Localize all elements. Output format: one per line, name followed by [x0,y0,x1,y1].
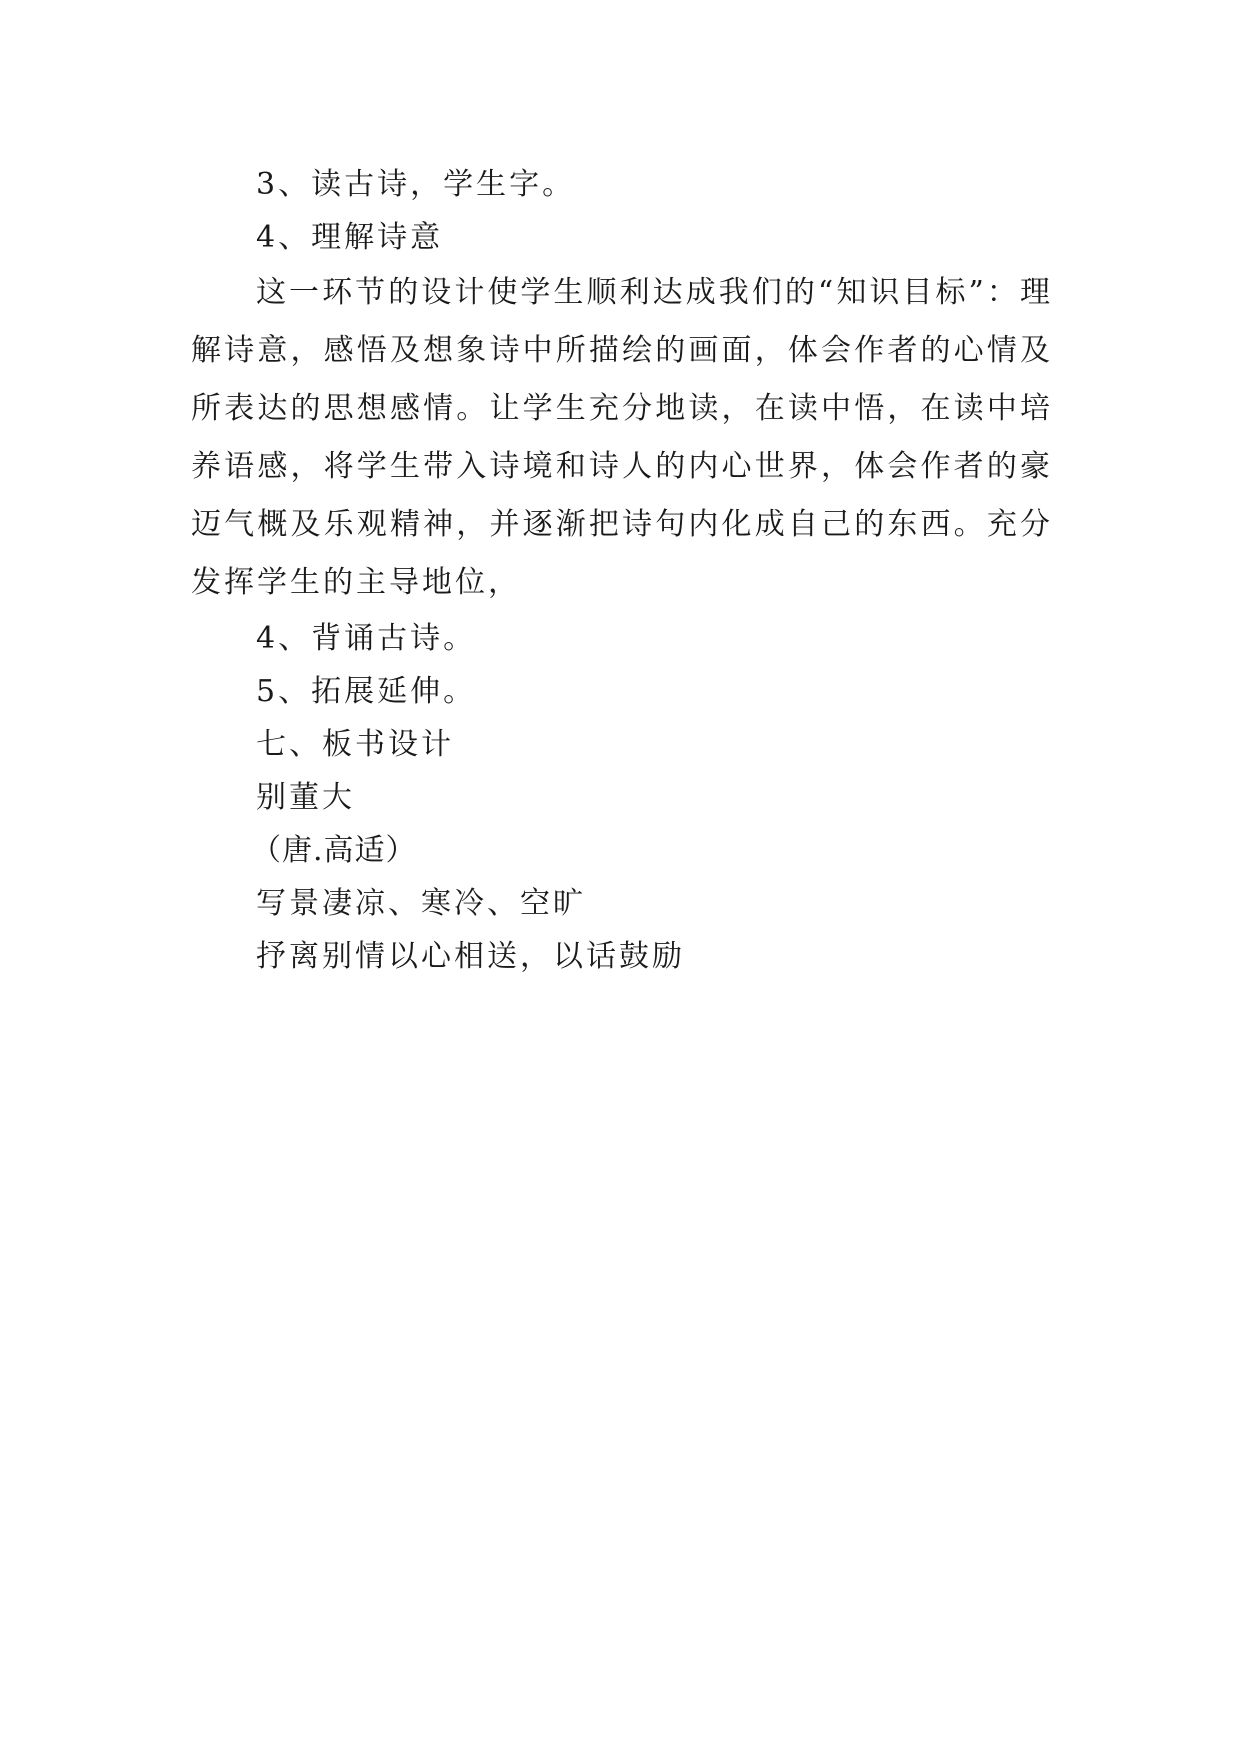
step-recite-poem: 4、背诵古诗。 [256,621,477,656]
design-paragraph: 这一环节的设计使学生顺利达成我们的“知识目标”：理解诗意，感悟及想象诗中所描绘的画面，体会作者的心情及所表达的思想感情。让学生充分地读，在读中悟，在读中培养语感，将学生带入诗境和诗人的内心世界，体会作者的豪迈气概及乐观精神，并逐渐把诗句内化成自己的东西。充分发挥学生的主导地位， [191,275,1053,600]
step-extension: 5、拓展延伸。 [256,674,477,709]
step-understand-poem: 4、理解诗意 [256,220,444,255]
step-read-poem: 3、读古诗，学生字。 [256,167,576,202]
poem-title: 别董大 [256,780,355,815]
document-body [191,158,1053,983]
emotion-description: 抒离别情以心相送，以话鼓励 [256,939,685,974]
poem-author: （唐.高适） [251,833,417,868]
scenery-description: 写景凄凉、寒冷、空旷 [256,886,586,921]
section-blackboard-design: 七、板书设计 [256,727,454,762]
